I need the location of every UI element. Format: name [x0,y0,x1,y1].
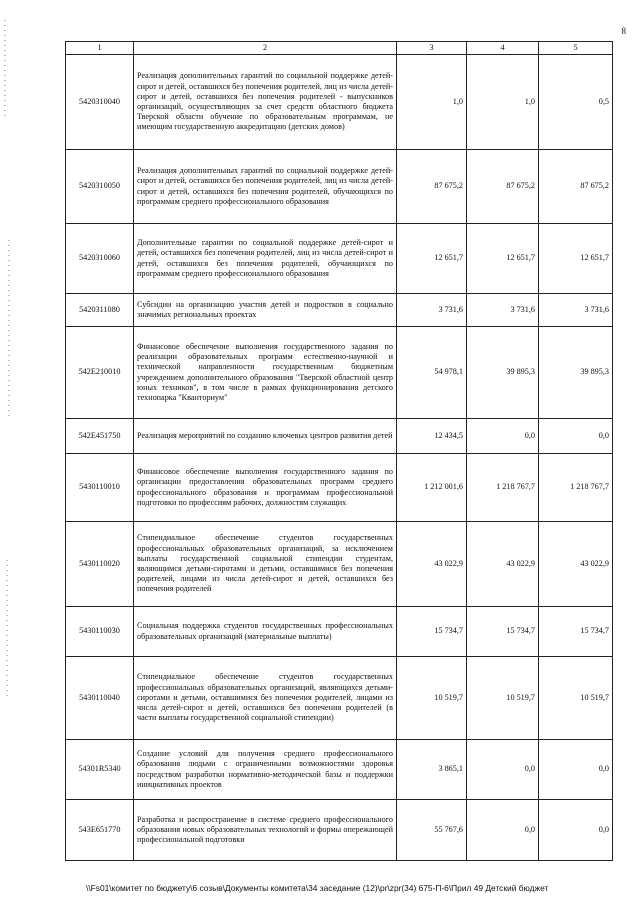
row-code: 5420311080 [66,294,134,327]
row-value-col3: 1,0 [397,55,467,150]
row-value-col4: 3 731,6 [467,294,539,327]
row-value-col5: 0,0 [539,419,613,454]
row-value-col4: 15 734,7 [467,607,539,657]
table-row [66,294,613,327]
row-value-col4: 43 022,9 [467,522,539,607]
row-code: 54301R5340 [66,740,134,800]
table-row [66,327,613,419]
row-value-col4: 12 651,7 [467,224,539,294]
row-value-col4: 87 675,2 [467,150,539,224]
table-row [66,800,613,861]
row-value-col4: 39 895,3 [467,327,539,419]
row-code: 5430110040 [66,657,134,740]
table-row [66,419,613,454]
row-code: 5420310060 [66,224,134,294]
row-description: Реализация дополнительных гарантий по социальной поддержке детей-сирот и детей, оставшихся без попечения родителей, лиц из числа детей-сирот и детей, оставшихся без попечения родителей - выпускников организаций, осуществляющих за счет средств областного бюджета Тверской области обучение по образовательным программам, не имеющим государственную аккредитацию (детских домов) [134,55,397,150]
row-value-col3: 12 434,5 [397,419,467,454]
row-value-col4: 0,0 [467,800,539,861]
row-description: Стипендиальное обеспечение студентов государственных профессиональных образовательных организаций, за исключением выплаты государственной социальной стипендии студентам, являющимся детьми-сиротами и детьми, оставшимися без попечения родителей, лицами из числа детей-сирот и детей, оставшихся без попечения родителей [134,522,397,607]
row-code: 542E451750 [66,419,134,454]
header-col-3: 3 [397,42,467,55]
row-code: 5430110020 [66,522,134,607]
row-value-col3: 55 767,6 [397,800,467,861]
row-code: 5420310040 [66,55,134,150]
row-value-col5: 10 519,7 [539,657,613,740]
header-col-4: 4 [467,42,539,55]
budget-table [65,41,613,861]
row-description: Дополнительные гарантии по социальной поддержке детей-сирот и детей, оставшихся без попечения родителей, лиц из числа детей-сирот и детей, оставшихся без попечения родителей, обучающихся по программам среднего профессионального образования [134,224,397,294]
row-description: Реализация дополнительных гарантий по социальной поддержке детей-сирот и детей, оставшихся без попечения родителей, лиц из числа детей-сирот и детей, оставшихся без попечения родителей, обучающихся по программам среднего профессионального образования [134,150,397,224]
row-description: Финансовое обеспечение выполнения государственного задания по организации предоставления образовательных программ среднего профессионального образования и программам профессиональной подготовки по профессиям рабочих, должностям служащих [134,454,397,522]
row-description: Стипендиальное обеспечение студентов государственных профессиональных образовательных организаций, являющихся детьми-сиротами и детьми, оставшимися без попечения родителей, лицами из числа детей-сирот и детей, оставшихся без попечения родителей (в части выплаты государственной социальной стипендии) [134,657,397,740]
row-code: 5420310050 [66,150,134,224]
row-description: Создание условий для получения среднего профессионального образования людьми с ограниченными возможностями здоровья посредством разработки нормативно-методической базы и поддержки инициативных проектов [134,740,397,800]
row-code: 5430110030 [66,607,134,657]
header-col-2: 2 [134,42,397,55]
row-value-col5: 43 022,9 [539,522,613,607]
header-col-1: 1 [66,42,134,55]
row-description: Социальная поддержка студентов государственных профессиональных образовательных организаций (материальные выплаты) [134,607,397,657]
row-description: Разработка и распространение в системе среднего профессионального образования новых образовательных технологий и формы опережающей профессиональной подготовки [134,800,397,861]
row-value-col5: 3 731,6 [539,294,613,327]
table-row [66,150,613,224]
row-value-col3: 43 022,9 [397,522,467,607]
row-value-col5: 87 675,2 [539,150,613,224]
row-value-col5: 0,0 [539,800,613,861]
row-value-col3: 87 675,2 [397,150,467,224]
table-row [66,607,613,657]
row-description: Реализация мероприятий по созданию ключевых центров развития детей [134,419,397,454]
row-value-col3: 3 731,6 [397,294,467,327]
row-value-col3: 3 865,1 [397,740,467,800]
row-value-col5: 0,5 [539,55,613,150]
row-value-col3: 54 978,1 [397,327,467,419]
table-row [66,55,613,150]
row-value-col5: 12 651,7 [539,224,613,294]
page-number: 8 [621,26,626,36]
row-value-col4: 0,0 [467,740,539,800]
row-value-col4: 10 519,7 [467,657,539,740]
row-value-col3: 10 519,7 [397,657,467,740]
row-value-col3: 12 651,7 [397,224,467,294]
table-row [66,224,613,294]
table-row [66,740,613,800]
row-value-col4: 0,0 [467,419,539,454]
row-code: 5430110010 [66,454,134,522]
table-row [66,522,613,607]
row-value-col5: 0,0 [539,740,613,800]
row-value-col5: 1 218 767,7 [539,454,613,522]
row-description: Субсидии на организацию участия детей и подростков в социально значимых региональных проектах [134,294,397,327]
row-value-col5: 39 895,3 [539,327,613,419]
row-value-col4: 1,0 [467,55,539,150]
row-value-col4: 1 218 767,7 [467,454,539,522]
header-col-5: 5 [539,42,613,55]
row-value-col3: 1 212 001,6 [397,454,467,522]
row-code: 543E651770 [66,800,134,861]
table-row [66,657,613,740]
file-path-footer: \\Fs01\комитет по бюджету\6 созыв\Документы комитета\34 заседание (12)\pr\zpr(34) 675-П-6\Прил 49 Детский бюджет [86,883,549,893]
row-value-col5: 15 734,7 [539,607,613,657]
header-row [66,42,613,55]
table-row [66,454,613,522]
row-value-col3: 15 734,7 [397,607,467,657]
row-code: 542E210010 [66,327,134,419]
row-description: Финансовое обеспечение выполнения государственного задания по реализации образовательных программ естественно-научной и технической направленности государственным бюджетным учреждением дополнительного образования "Тверской областной центр юных техников", в том числе в рамках функционирования детского технопарка "Кванториум" [134,327,397,419]
